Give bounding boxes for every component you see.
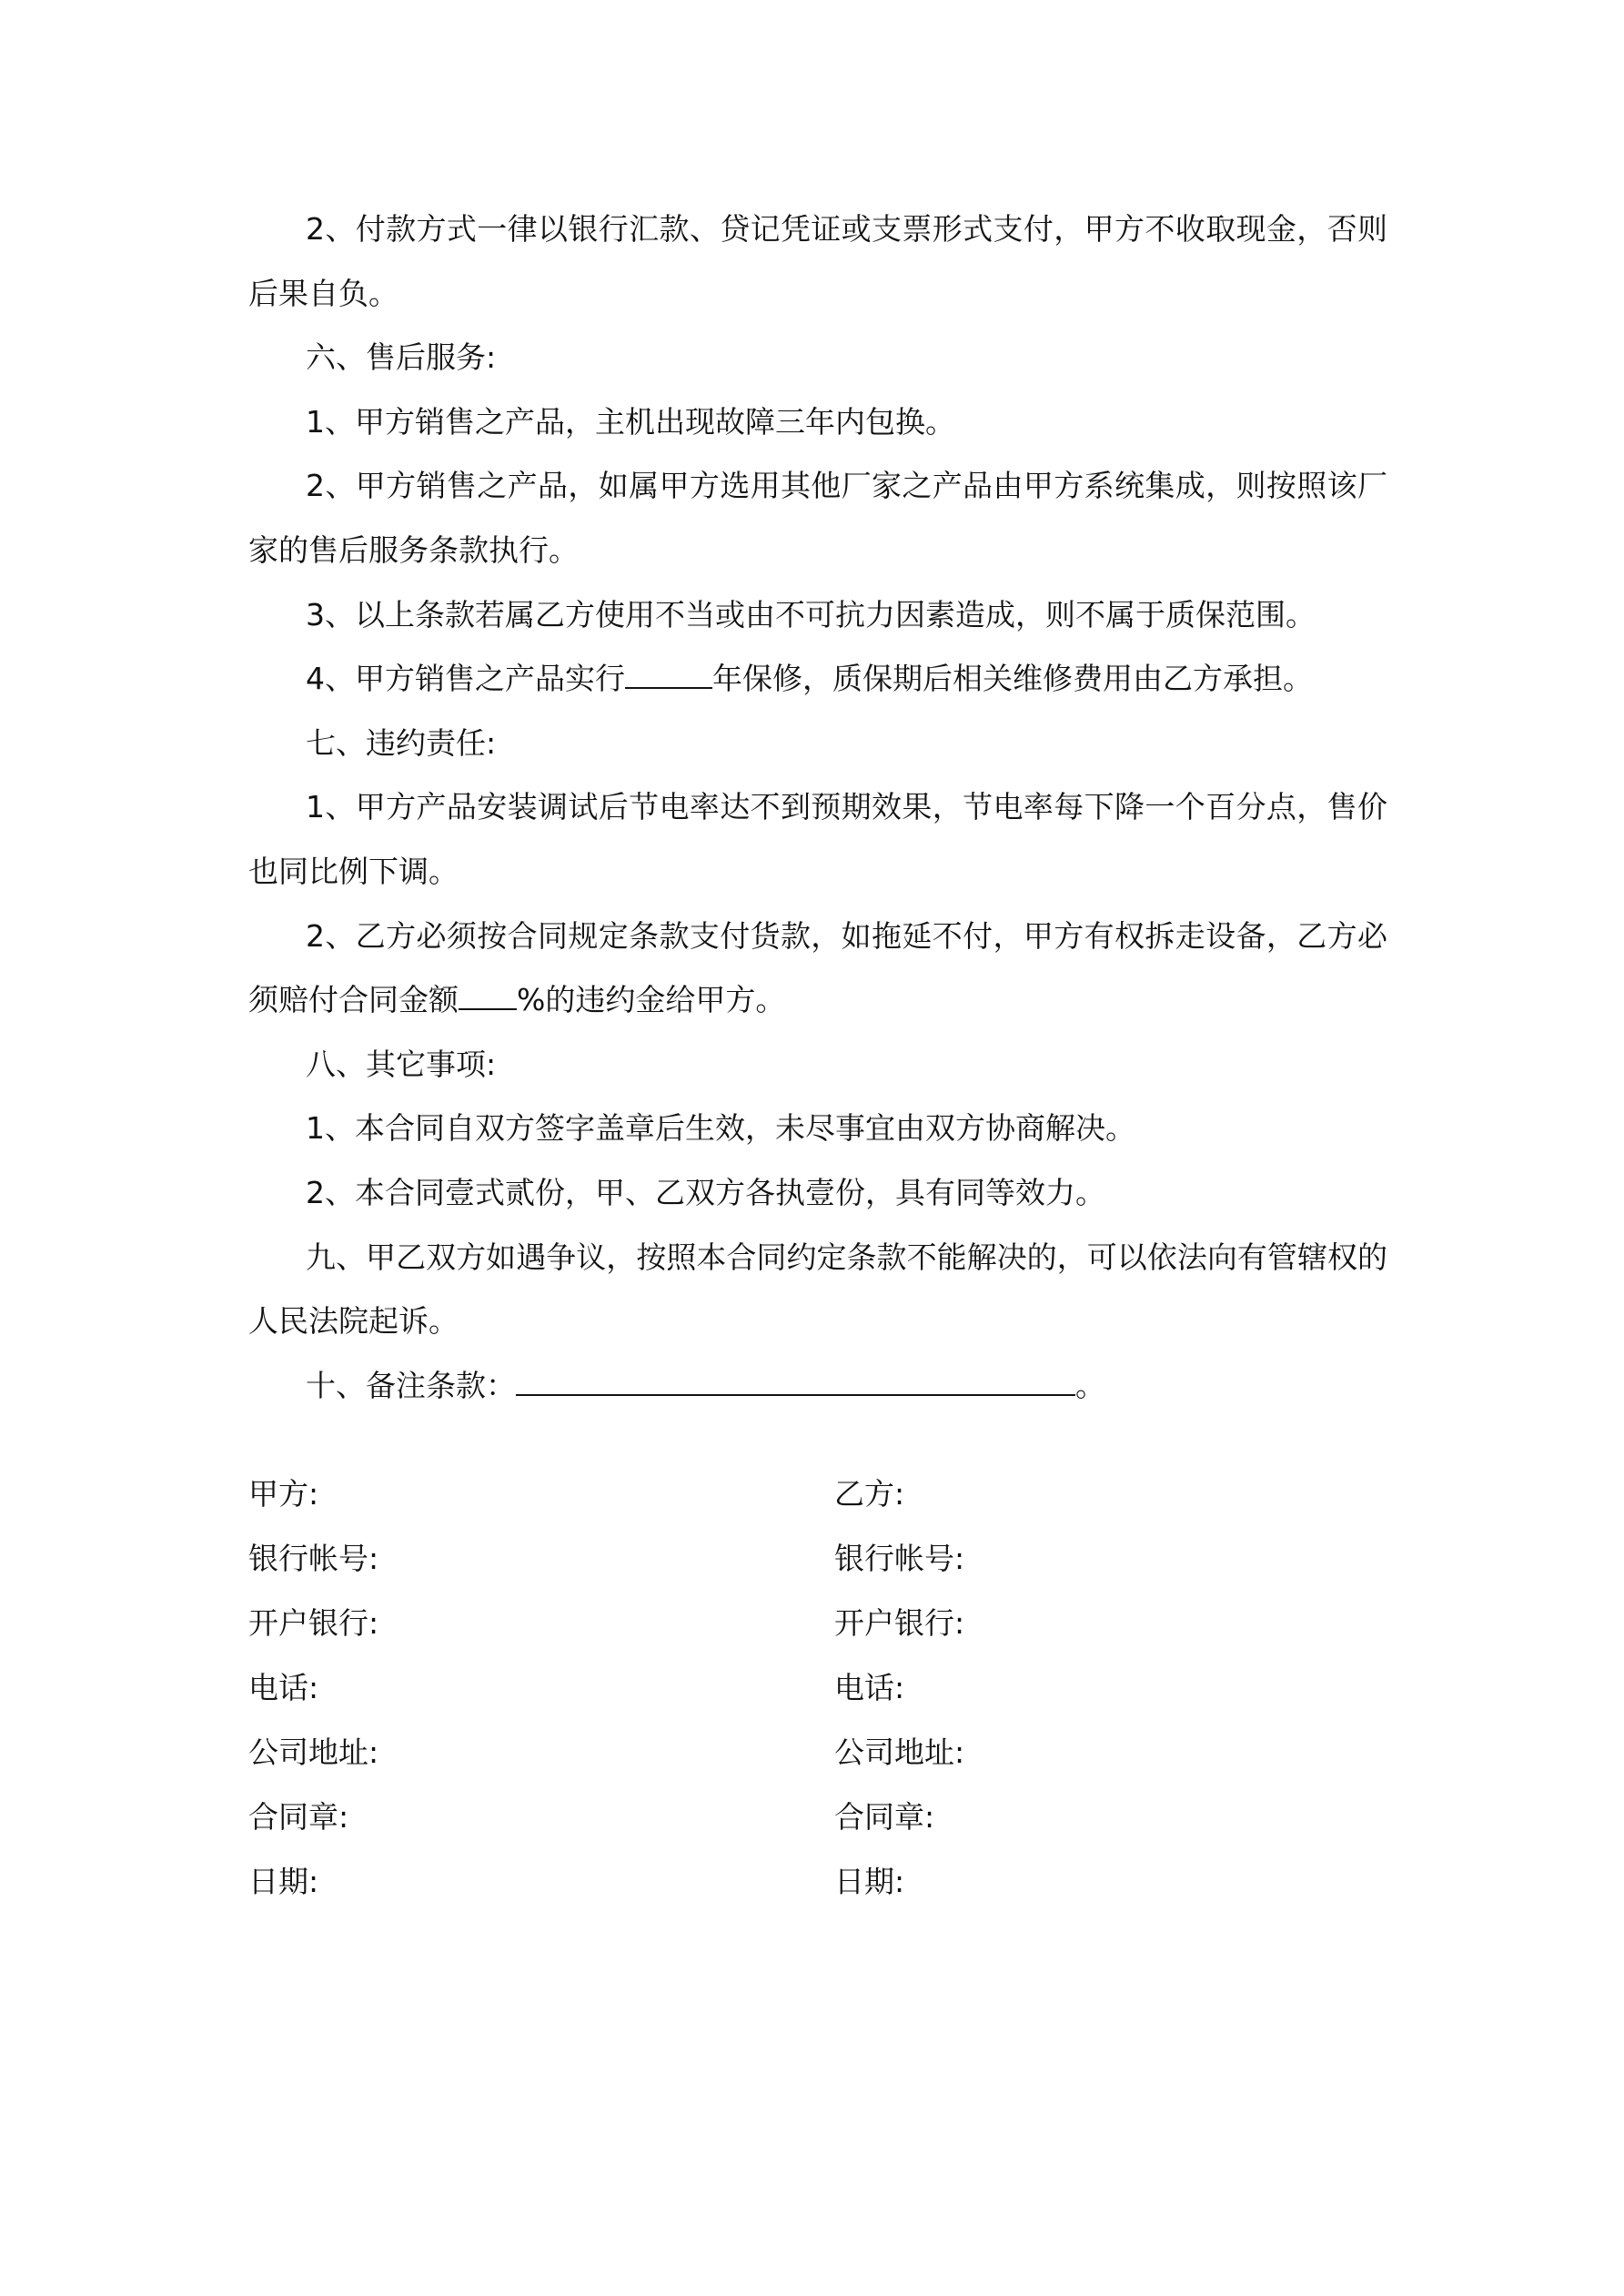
party-a-seal-label: 合同章: — [248, 1799, 349, 1835]
party-b-account-label: 银行帐号: — [834, 1541, 965, 1576]
party-a-account-label: 银行帐号: — [248, 1541, 379, 1576]
penalty-percent-blank[interactable] — [459, 981, 517, 1010]
other-clause-1: 1、本合同自双方签字盖章后生效，未尽事宜由双方协商解决。 — [306, 1110, 1135, 1147]
after-sales-clause-4 — [248, 647, 1387, 712]
party-a-signature-block — [248, 1462, 378, 1915]
section-heading-after-sales: 六、售后服务: — [306, 339, 497, 376]
after-sales-clause-2: 2、甲方销售之产品，如属甲方选用其他厂家之产品由甲方系统集成，则按照该厂家的售后服务条款执行。 — [248, 468, 1387, 568]
party-b-phone-label: 电话: — [834, 1670, 905, 1705]
party-a-bank-label: 开户银行: — [248, 1605, 379, 1641]
clause-text: 4、甲方销售之产品实行 — [306, 661, 625, 697]
party-b-name-label: 乙方: — [834, 1476, 905, 1512]
party-b-address-label: 公司地址: — [834, 1735, 965, 1770]
party-a-address-label: 公司地址: — [248, 1735, 379, 1770]
dispute-clause: 九、甲乙双方如遇争议，按照本合同约定条款不能解决的，可以依法向有管辖权的人民法院起诉。 — [248, 1239, 1387, 1340]
payment-clause: 2、付款方式一律以银行汇款、贷记凭证或支票形式支付，甲方不收取现金，否则后果自负。 — [248, 211, 1387, 311]
party-b-seal-label: 合同章: — [834, 1799, 935, 1835]
breach-clause-2 — [248, 905, 1387, 1033]
remarks-clause — [248, 1354, 1387, 1419]
party-b-bank-label: 开户银行: — [834, 1605, 965, 1641]
clause-text: 年保修，质保期后相关维修费用由乙方承担。 — [712, 661, 1313, 697]
contract-body — [248, 197, 1387, 1418]
after-sales-clause-1: 1、甲方销售之产品，主机出现故障三年内包换。 — [306, 403, 955, 440]
remarks-blank[interactable] — [516, 1367, 1075, 1396]
clause-text: 2、乙方必须按合同规定条款支付货款，如拖延不付，甲方有权拆走设备，乙方必须赔付合同金额 — [248, 917, 1387, 1018]
party-a-date-label: 日期: — [248, 1864, 319, 1899]
breach-clause-1: 1、甲方产品安装调试后节电率达不到预期效果，节电率每下降一个百分点，售价也同比例下调。 — [248, 789, 1387, 889]
party-b-signature-block — [834, 1462, 964, 1915]
party-a-name-label: 甲方: — [248, 1476, 319, 1512]
warranty-years-blank[interactable] — [625, 660, 712, 689]
party-a-phone-label: 电话: — [248, 1670, 319, 1705]
after-sales-clause-3: 3、以上条款若属乙方使用不当或由不可抗力因素造成，则不属于质保范围。 — [306, 596, 1316, 632]
clause-text: 十、备注条款： — [306, 1367, 516, 1403]
party-b-date-label: 日期: — [834, 1864, 905, 1899]
clause-text: %的违约金给甲方。 — [517, 982, 786, 1018]
clause-text: 。 — [1075, 1367, 1105, 1403]
other-clause-2: 2、本合同壹式贰份，甲、乙双方各执壹份，具有同等效力。 — [306, 1174, 1105, 1210]
section-heading-breach: 七、违约责任: — [306, 724, 497, 761]
section-heading-other: 八、其它事项: — [306, 1046, 497, 1082]
